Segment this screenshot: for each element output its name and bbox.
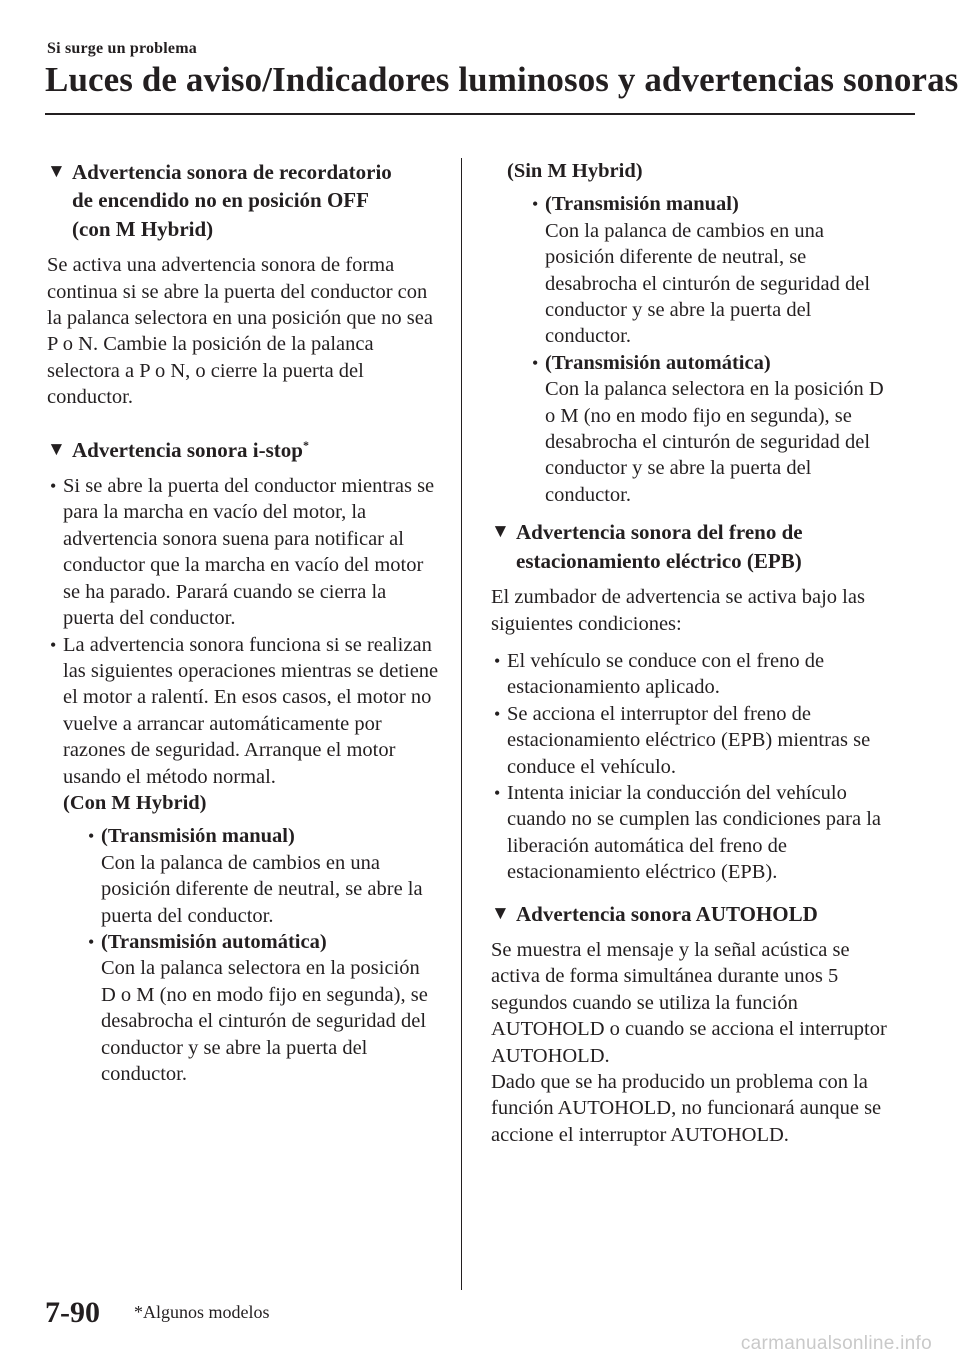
subheading-with-hybrid: (Con M Hybrid) <box>63 791 207 814</box>
bullet-icon: • <box>50 476 57 497</box>
paragraph: Dado que se ha producido un problema con la función AUTOHOLD, no funcionará aunque se accione el interruptor AUTOHOLD. <box>491 1071 882 1146</box>
list-item-text: Con la palanca de cambios en una posición diferente de neutral, se desabrocha el cinturón de seguridad del conductor y se abre la puerta del conductor. <box>545 219 871 348</box>
bullet-icon: • <box>88 826 95 847</box>
list-item-label: (Transmisión manual) <box>545 193 739 216</box>
list-item-label: (Transmisión automática) <box>101 930 327 953</box>
heading-line: (con M Hybrid) <box>72 216 214 241</box>
header-rule <box>45 113 915 115</box>
page-number: 7-90 <box>45 1296 100 1329</box>
list-item-text: Si se abre la puerta del conductor mientras se para la marcha en vacío del motor, la advertencia sonora suena para notificar al conductor que la marcha en vacío del motor se ha parado. Parará cuando se cierra la puerta del conductor. <box>63 475 435 630</box>
bullet-icon: • <box>494 703 501 724</box>
paragraph: Se activa una advertencia sonora de forma continua si se abre la puerta del conductor con la palanca selectora en una posición que no sea P o N. Cambie la posición de la palanca selectora a P o N, o cierre la puerta del conductor. <box>47 254 433 409</box>
bullet-icon: • <box>88 931 95 952</box>
list-item <box>47 632 439 1088</box>
section-heading-autohold <box>491 900 891 928</box>
footnote: *Algunos modelos <box>134 1302 270 1322</box>
heading-line: estacionamiento eléctrico (EPB) <box>516 548 802 573</box>
list-item-text: Intenta iniciar la conducción del vehículo cuando no se cumplen las condiciones para la liberación automática del freno de estacionamiento eléctrico (EPB). <box>507 781 881 884</box>
list-item <box>491 701 891 780</box>
section-heading-istop <box>47 436 439 464</box>
triangle-down-icon: ▼ <box>491 521 510 543</box>
watermark: carmanualsonline.info <box>740 1333 932 1354</box>
section-heading-epb <box>491 518 891 575</box>
column-divider <box>461 158 462 1290</box>
model-asterisk: * <box>302 437 309 452</box>
list-item-text: La advertencia sonora funciona si se realizan las siguientes operaciones mientras se detiene el motor a ralentí. En esos casos, el motor no vuelve a arrancar automáticamente por razones de seguridad. Arranque el motor usando el método normal. <box>63 633 439 788</box>
paragraph: El zumbador de advertencia se activa bajo las siguientes condiciones: <box>491 586 865 635</box>
right-column <box>491 158 891 1148</box>
bullet-icon: • <box>50 634 57 655</box>
left-column <box>47 158 439 1087</box>
triangle-down-icon: ▼ <box>47 438 66 460</box>
header-section-label: Si surge un problema <box>47 40 197 57</box>
section-heading-ignition-reminder <box>47 158 439 243</box>
list-item <box>85 823 439 929</box>
bullet-icon: • <box>532 194 539 215</box>
list-item-label: (Transmisión automática) <box>545 351 771 374</box>
bullet-icon: • <box>494 650 501 671</box>
bullet-icon: • <box>532 352 539 373</box>
page-title: Luces de aviso/Indicadores luminosos y advertencias sonoras <box>45 60 959 99</box>
sub-list <box>507 191 891 508</box>
bullet-icon: • <box>494 782 501 803</box>
triangle-down-icon: ▼ <box>47 161 66 182</box>
list-item-label: (Transmisión manual) <box>101 825 295 848</box>
heading-text: Advertencia sonora i-stop <box>72 437 303 462</box>
heading-line: de encendido no en posición OFF <box>72 188 369 213</box>
list-item <box>529 350 891 508</box>
list-item-text: Con la palanca selectora en la posición D o M (no en modo fijo en segunda), se desabrocha el cinturón de seguridad del conductor y se abre la puerta del conductor. <box>545 378 884 506</box>
list-item <box>491 648 891 701</box>
subheading-without-hybrid: (Sin M Hybrid) <box>507 160 643 182</box>
list-item <box>85 929 439 1087</box>
heading-line: Advertencia sonora de recordatorio <box>72 160 392 184</box>
heading-line: Advertencia sonora del freno de <box>516 520 803 545</box>
list-item-text: El vehículo se conduce con el freno de estacionamiento aplicado. <box>507 649 825 699</box>
list-item <box>47 473 439 631</box>
list-item <box>529 191 891 349</box>
triangle-down-icon: ▼ <box>491 902 510 924</box>
sub-list <box>63 823 439 1087</box>
list-item-text: Con la palanca de cambios en una posición diferente de neutral, se abre la puerta del conductor. <box>101 851 423 927</box>
list-item-text: Con la palanca selectora en la posición D o M (no en modo fijo en segunda), se desabrocha el cinturón de seguridad del conductor y se abre la puerta del conductor. <box>101 957 428 1085</box>
heading-text: Advertencia sonora AUTOHOLD <box>516 901 818 926</box>
list-item-text: Se acciona el interruptor del freno de estacionamiento eléctrico (EPB) mientras se conduce el vehículo. <box>507 702 871 778</box>
paragraph: Se muestra el mensaje y la señal acústica se activa de forma simultánea durante unos 5 segundos cuando se utiliza la función AUTOHOLD o cuando se acciona el interruptor AUTOHOLD. <box>491 938 887 1067</box>
list-item <box>491 780 891 886</box>
